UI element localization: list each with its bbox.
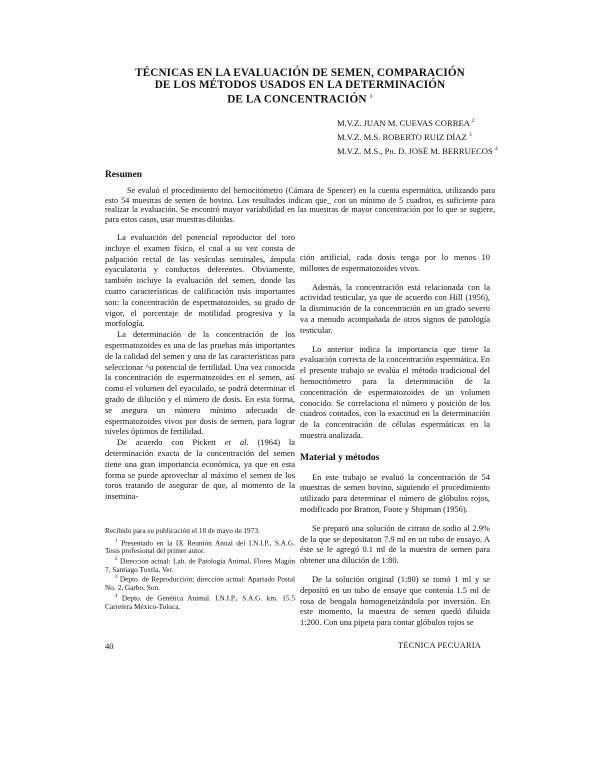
paragraph: Además, la concentración está relacionada con la actividad testicular, ya que de acuerdo con Hill (1956), la disminución de la concentración en un grado severo va a menudo acompañada de otros signos de patología testicular.	[300, 281, 490, 335]
footnotes	[105, 527, 295, 611]
paragraph: Se preparó una solución de citrato de sodio al 2.9% de la que se depositaron 7.9 ml en un tubo de ensayo. A éste se le agregó 0.1 ml de la muestra de semen para obtener una dilución de 1:80.	[300, 522, 490, 566]
title-line-2: DE LOS MÉTODOS USADOS EN LA DETERMINACIÓN	[154, 78, 446, 91]
paragraph: Lo anterior indica la importancia que tiene la evaluación correcta de la concentración espermática. En el presente trabajo se evalúa el método tradicional del hemocitómetro para la determinación de la concentración de espermatozoides de un volumen conocido. Se correlaciona el número y posición de los cuadros contados, con la exactitud en la determinación de la concentración de células espermáticas en la muestra analizada.	[300, 343, 490, 440]
paragraph: La determinación de la concentración de los espermatozoides es una de las pruebas más importantes de la calidad del semen y una de las características para seleccionar ^u potencial de fertilidad. Una vez conocida la concentración de espermatozoides en el semen, así como el volumen del eyaculado, se podrá determinar el grado de dilución y el número de dosis. En esta forma, se asegura un número mínimo adecuado de espermatozoides vivos por dosis de semen, para lograr niveles óptimos de fertilidad.	[105, 329, 295, 437]
section-heading: Material y métodos	[300, 451, 380, 463]
author-2: M.V.Z. M.S. ROBERTO RUIZ DÍAZ $^3$	[337, 131, 472, 142]
paragraph: En este trabajo se evaluó la concentración de 54 muestras de semen bovino, siguiendo el procedimiento utilizado para determinar el número de glóbulos rojos, modificado por Bratton, Foote y Shipman (1956).	[300, 471, 490, 514]
footnote-2: $^2$ Dirección actual: Lab. de Patología Animal, Flores Magón 7, Santiago Tuxtla, Ver.	[105, 556, 296, 574]
title-footnote-marker: 1	[369, 93, 373, 100]
author-list	[337, 115, 557, 157]
page-number: 40	[105, 641, 114, 651]
received-note: Recibido para su publicación el 18 de mayo de 1973.	[105, 526, 260, 535]
title-line-3: DE LA CONCENTRACIÓN $^1$	[227, 93, 373, 106]
paragraph: De la solución original (1:80) se tomó 1 ml y se depositó en un tubo de ensaye que contenía 1.5 ml de rosa de bengala homogeneizándola por inversión. En este momento, la muestra de semen quedó diluida 1:200. Con una pipeta para contar glóbulos rojos se	[300, 573, 490, 628]
footnote-3: $^3$ Depto. de Reproducción; dirección actual: Apartado Postal No. 2, Garbo, Son.	[105, 574, 295, 593]
footnote-4: $^4$ Depto. de Genética Animal. I.N.I.P., S.A.G. km. 15.5 Carretera México-Toluca.	[105, 593, 295, 611]
right-column	[300, 252, 490, 628]
paragraph: ción artificial, cada dosis tenga por lo menos 10 millones de espermatozoides vivos.	[300, 252, 490, 273]
abstract-heading: Resumen	[105, 170, 142, 180]
abstract-text: Se evaluó el procedimiento del hemocitómetro (Cámara de Spencer) en la cuenta espermática, utilizando para esto 54 muestras de semen de bovino. Los resultados indican que_ con un mínimo de 5 cuadros, es suficiente para realizar la evaluación. Se encontró mayor variabilidad en las muestras de mayor concentración por lo que se sugiere, para estos casos, usar muestras diluidas.	[105, 186, 495, 225]
footnote-1: $^1$ Presentado en la IX Reunión Anual del I.N.I.P., S.A.G. Tesis profesional del primer autor.	[105, 537, 295, 556]
article-title	[60, 68, 540, 106]
paragraph: De acuerdo con Pickett et al. (1964) la determinación exacta de la concentración del semen tiene una gran importancia económica, ya que en esta forma se puede aprovechar al máximo el semen de los toros tratando de asegurar de que, al momento de la insemina-	[105, 437, 296, 502]
author-3: M.V.Z. M.S., Ph. D. JOSÉ M. BERRUECOS $^4$	[337, 145, 498, 156]
left-column	[105, 232, 295, 502]
author-1: M.V.Z. JUAN M. CUEVAS CORREA $^2$	[337, 117, 475, 128]
paragraph: La evaluación del potencial reproductor del toro incluye el examen físico, el cual a su vez consta de palpación rectal de las vesículas seminales, ámpula eyaculatoria y conductos deferentes. Obviamente, también incluye la evaluación del semen, donde las cuatro características de calificación más importantes son: la concentración de espermatozoides, su grado de vigor, el porcentaje de motilidad progresiva y la morfología.	[105, 232, 295, 329]
title-line-1: TÉCNICAS EN LA EVALUACIÓN DE SEMEN, COMPARACIÓN	[135, 67, 465, 79]
journal-name: TÉCNICA PECUARIA	[398, 641, 481, 650]
